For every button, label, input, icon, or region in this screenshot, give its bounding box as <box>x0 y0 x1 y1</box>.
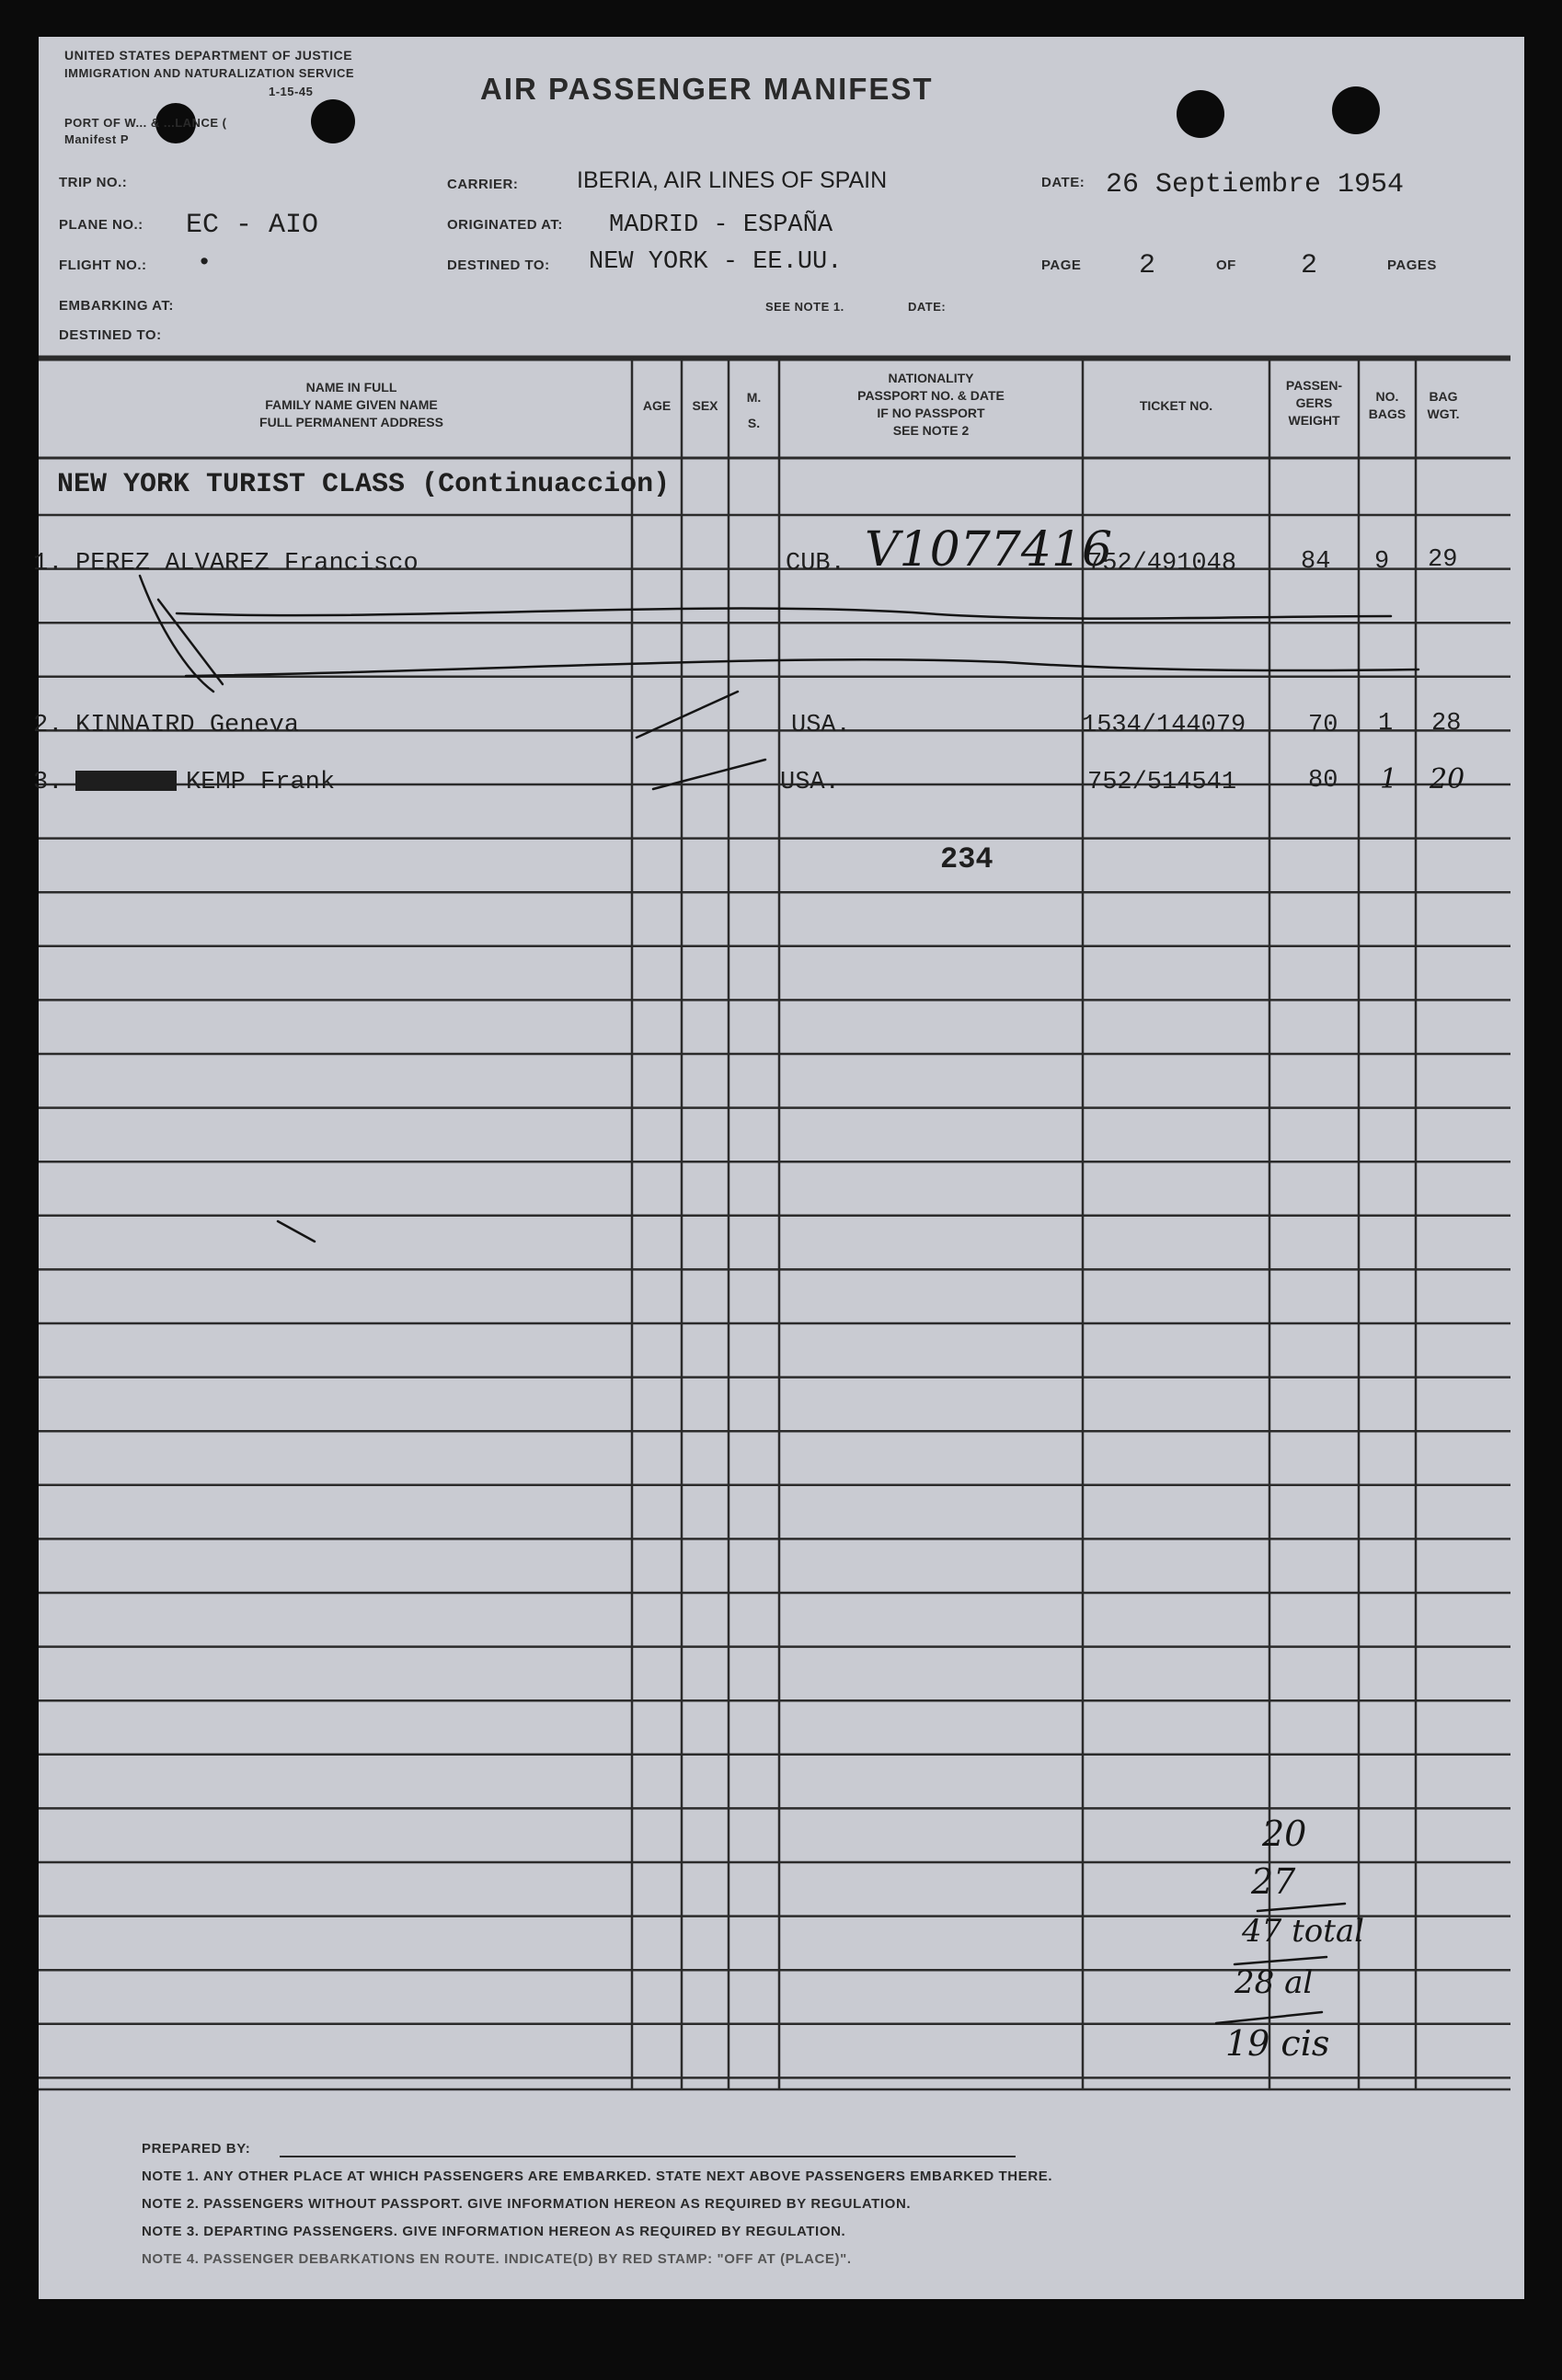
originated-value: MADRID - ESPAÑA <box>609 212 833 239</box>
note-2: NOTE 2. PASSENGERS WITHOUT PASSPORT. GIVE INFORMATION HEREON AS REQUIRED BY REGULATION. <box>142 2196 912 2212</box>
tally-line: 27 <box>1251 1861 1296 1902</box>
pages-label: PAGES <box>1387 257 1437 273</box>
prepared-by-label: PREPARED BY: <box>142 2141 251 2157</box>
bag-weight: 28 <box>1431 710 1462 738</box>
see-note: SEE NOTE 1. <box>765 300 844 314</box>
form-title: AIR PASSENGER MANIFEST <box>480 72 934 106</box>
nationality: USA. <box>780 769 840 796</box>
of-label: OF <box>1216 257 1236 273</box>
stamp-number: 234 <box>940 842 993 876</box>
destined-to-label: DESTINED TO: <box>59 327 162 343</box>
originated-label: ORIGINATED AT: <box>447 217 563 233</box>
agency-line2: IMMIGRATION AND NATURALIZATION SERVICE <box>64 66 355 80</box>
flight-value: • <box>197 250 212 278</box>
col-nationality-header: NATIONALITY PASSPORT NO. & DATE IF NO PASSPORT SEE NOTE 2 <box>857 371 1005 438</box>
trip-label: TRIP NO.: <box>59 175 128 190</box>
form-date: 1-15-45 <box>269 85 314 98</box>
section-title: NEW YORK TURIST CLASS (Continuaccion) <box>57 469 671 500</box>
bag-weight: 20 <box>1430 763 1465 795</box>
port-label: PORT OF W... & ...LANCE ( <box>64 116 227 130</box>
manifest-sheet <box>33 37 1524 2299</box>
note-4: NOTE 4. PASSENGER DEBARKATIONS EN ROUTE. INDICATE(D) BY RED STAMP: "OFF AT (PLACE)". <box>142 2251 852 2267</box>
plane-label: PLANE NO.: <box>59 217 144 233</box>
manifest-label: Manifest P <box>64 132 130 146</box>
col-sex-header: SEX <box>692 398 718 413</box>
passenger-name: KEMP Frank <box>186 769 336 796</box>
embarking-label: EMBARKING AT: <box>59 298 174 314</box>
date-label: DATE: <box>1041 175 1085 190</box>
tally-line: 19 cis <box>1225 2023 1330 2064</box>
col-weight-header: PASSEN- GERS WEIGHT <box>1285 378 1343 428</box>
col-ticket-header: TICKET NO. <box>1139 398 1213 413</box>
bag-count: 1 <box>1378 710 1394 738</box>
tally-line: 28 al <box>1235 1964 1314 2001</box>
col-name-header: NAME IN FULL FAMILY NAME GIVEN NAME FULL PERMANENT ADDRESS <box>259 380 443 429</box>
page-value: 2 <box>1139 250 1156 281</box>
of-value: 2 <box>1301 250 1318 281</box>
row-number: 1. <box>33 550 63 578</box>
tally-line: 20 <box>1262 1814 1307 1854</box>
ticket-number: 1534/144079 <box>1082 712 1246 739</box>
row-number: 2. <box>33 712 63 739</box>
passenger-name: PEREZ ALVAREZ Francisco <box>75 550 419 578</box>
passenger-weight: 80 <box>1308 767 1338 795</box>
destined-label: DESTINED TO: <box>447 257 550 273</box>
handwritten-passport: V1077416 <box>865 522 1113 578</box>
date2-label: DATE: <box>908 300 947 314</box>
passenger-weight: 84 <box>1301 548 1331 576</box>
flight-label: FLIGHT NO.: <box>59 257 147 273</box>
bag-weight: 29 <box>1428 546 1458 574</box>
plane-value: EC - AIO <box>186 210 319 241</box>
col-age-header: AGE <box>642 398 672 413</box>
bag-count: 1 <box>1380 763 1398 795</box>
ticket-number: 752/491048 <box>1087 550 1237 578</box>
tally-line: 47 total <box>1242 1913 1365 1950</box>
bag-count: 9 <box>1374 548 1390 576</box>
page-label: PAGE <box>1041 257 1082 273</box>
ticket-number: 752/514541 <box>1087 769 1237 796</box>
signature-line <box>280 2156 1016 2157</box>
passenger-name: KINNAIRD Geneva <box>75 712 300 739</box>
note-3: NOTE 3. DEPARTING PASSENGERS. GIVE INFORMATION HEREON AS REQUIRED BY REGULATION. <box>142 2224 846 2239</box>
col-bagwgt-header: BAG WGT. <box>1427 389 1460 421</box>
nationality: USA. <box>791 712 851 739</box>
carrier-label: CARRIER: <box>447 177 519 192</box>
col-bags-header: NO. BAGS <box>1368 389 1407 421</box>
date-value: 26 Septiembre 1954 <box>1106 169 1405 200</box>
col-ms-header: M. S. <box>746 390 762 430</box>
carrier-value: IBERIA, AIR LINES OF SPAIN <box>577 167 888 193</box>
nationality: CUB. <box>786 550 845 578</box>
agency-line1: UNITED STATES DEPARTMENT OF JUSTICE <box>64 48 353 63</box>
handwritten-marks <box>39 37 1524 2299</box>
passenger-weight: 70 <box>1308 712 1338 739</box>
row-number: 3. <box>33 769 63 796</box>
destined-value: NEW YORK - EE.UU. <box>589 248 843 276</box>
note-1: NOTE 1. ANY OTHER PLACE AT WHICH PASSENGERS ARE EMBARKED. STATE NEXT ABOVE PASSENGERS EMBARKED THERE. <box>142 2168 1053 2184</box>
